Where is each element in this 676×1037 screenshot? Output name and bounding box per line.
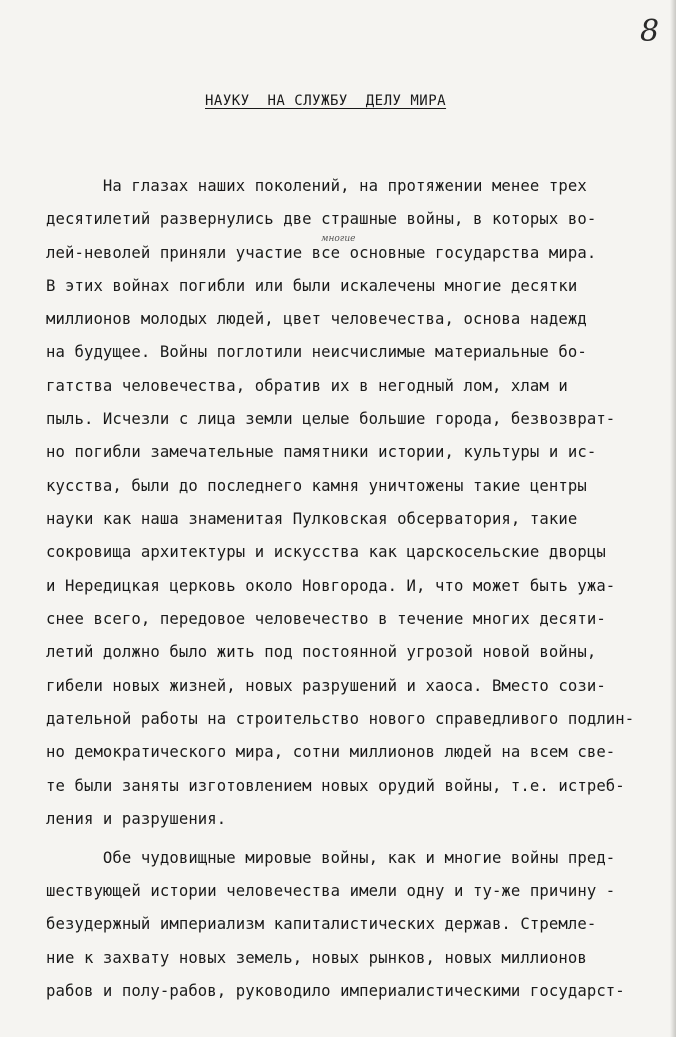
text-line: снее всего, передовое человечество в течение многих десяти- bbox=[46, 610, 606, 628]
text-line: пыль. Исчезли с лица земли целые большие города, безвозврат- bbox=[46, 410, 616, 428]
text-line: безудержный империализм капиталистических держав. Стремле- bbox=[46, 915, 597, 933]
text-line: науки как наша знаменитая Пулковская обсерватория, такие bbox=[46, 510, 578, 528]
text-line: сокровища архитектуры и искусства как царскосельские дворцы bbox=[46, 543, 606, 561]
text-line: гибели новых жизней, новых разрушений и хаоса. Вместо сози- bbox=[46, 677, 606, 695]
handwritten-annotation: многие bbox=[321, 234, 356, 244]
text-line: летий должно было жить под постоянной угрозой новой войны, bbox=[46, 643, 597, 661]
text-line: Обе чудовищные мировые войны, как и многие войны пред- bbox=[46, 849, 616, 867]
text-line: кусства, были до последнего камня уничтожены такие центры bbox=[46, 477, 587, 495]
text-line: но погибли замечательные памятники истории, культуры и ис- bbox=[46, 443, 597, 461]
text-line: на будущее. Войны поглотили неисчислимые материальные бо- bbox=[46, 343, 587, 361]
text-line: ления и разрушения. bbox=[46, 810, 227, 828]
text-line: миллионов молодых людей, цвет человечества, основа надежд bbox=[46, 310, 587, 328]
text-line: гатства человечества, обратив их в негодный лом, хлам и bbox=[46, 377, 568, 395]
page-number: 8 bbox=[640, 14, 660, 49]
text-line: лей-неволей приняли участие все основные государства мира. bbox=[46, 244, 597, 262]
text-line: дательной работы на строительство нового справедливого подлин- bbox=[46, 710, 635, 728]
text-line: шествующей истории человечества имели одну и ту-же причину - bbox=[46, 882, 616, 900]
text-line: и Нередицкая церковь около Новгорода. И, что может быть ужа- bbox=[46, 577, 616, 595]
text-line: но демократического мира, сотни миллионов людей на всем све- bbox=[46, 743, 616, 761]
text-line: На глазах наших поколений, на протяжении менее трех bbox=[46, 177, 587, 195]
text-line: рабов и полу-рабов, руководило империалистическими государст- bbox=[46, 982, 625, 1000]
text-line: В этих войнах погибли или были искалечены многие десятки bbox=[46, 277, 578, 295]
text-line: те были заняты изготовлением новых орудий войны, т.е. истреб- bbox=[46, 777, 625, 795]
text-line: десятилетий развернулись две страшные войны, в которых во- bbox=[46, 210, 597, 228]
document-title: НАУКУ НА СЛУЖБУ ДЕЛУ МИРА bbox=[205, 93, 447, 109]
text-line: ние к захвату новых земель, новых рынков, новых миллионов bbox=[46, 949, 587, 967]
page-edge-shadow bbox=[670, 0, 676, 1037]
